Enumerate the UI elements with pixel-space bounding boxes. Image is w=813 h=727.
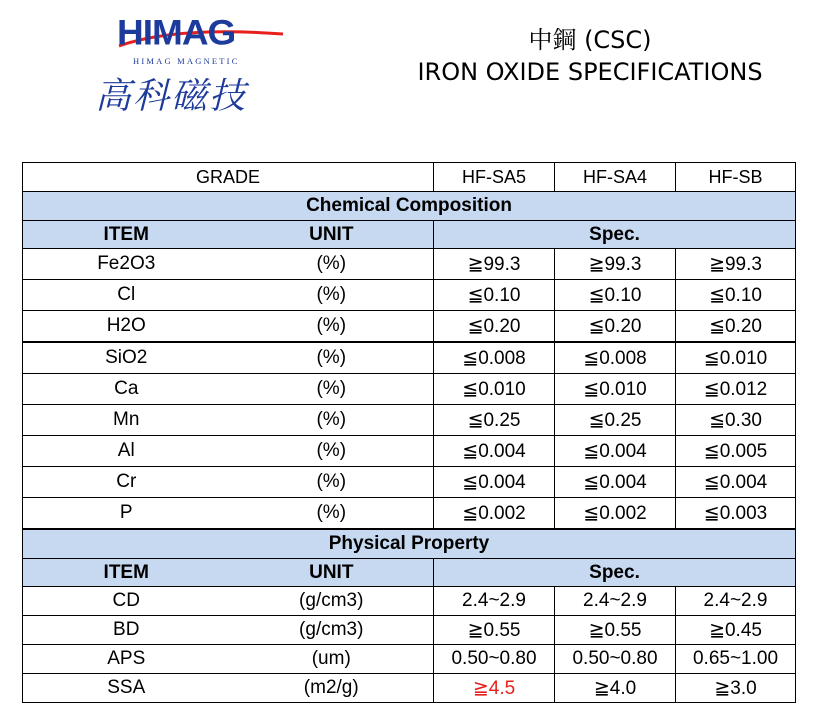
unit-cell: (um)	[230, 645, 434, 674]
unit-cell: (%)	[230, 342, 434, 374]
spec-value-cell: ≧0.45	[676, 616, 796, 645]
table-row	[23, 249, 796, 280]
grade-column-header: HF-SA5	[434, 163, 555, 192]
unit-cell: (%)	[230, 498, 434, 530]
spec-value-cell: ≧4.5	[434, 674, 555, 703]
logo-tagline: HIMAG MAGNETIC	[133, 56, 240, 66]
spec-table	[22, 162, 796, 703]
spec-value-cell: ≦0.010	[434, 374, 555, 405]
spec-value-cell: ≦0.005	[676, 436, 796, 467]
unit-cell: (%)	[230, 374, 434, 405]
spec-value-cell: ≦0.10	[676, 280, 796, 311]
spec-value-cell: ≦0.20	[434, 311, 555, 343]
item-cell: P	[23, 498, 230, 530]
spec-value-cell: ≧99.3	[555, 249, 676, 280]
spec-value-cell: 0.65~1.00	[676, 645, 796, 674]
section-title: Chemical Composition	[23, 192, 796, 221]
grade-label: GRADE	[23, 163, 434, 192]
section-row-chemical	[23, 192, 796, 221]
item-cell: BD	[23, 616, 230, 645]
spec-value-cell: ≦0.20	[555, 311, 676, 343]
spec-value-cell: 2.4~2.9	[676, 587, 796, 616]
page-title: IRON OXIDE SPECIFICATIONS	[417, 58, 763, 86]
spec-value-cell: ≦0.25	[434, 405, 555, 436]
unit-cell: (%)	[230, 249, 434, 280]
spec-value-cell: 2.4~2.9	[434, 587, 555, 616]
column-header-unit: UNIT	[230, 559, 434, 587]
spec-value-cell: ≧0.55	[555, 616, 676, 645]
item-cell: Cr	[23, 467, 230, 498]
spec-value-cell: ≦0.004	[555, 467, 676, 498]
spec-value-cell: ≦0.010	[555, 374, 676, 405]
table-row	[23, 342, 796, 374]
spec-value-cell: ≦0.002	[434, 498, 555, 530]
spec-value-cell: ≧3.0	[676, 674, 796, 703]
column-header-item: ITEM	[23, 221, 230, 249]
column-header-spec: Spec.	[434, 559, 796, 587]
unit-cell: (%)	[230, 436, 434, 467]
section-row-physical	[23, 529, 796, 559]
spec-value-cell: ≦0.008	[555, 342, 676, 374]
unit-cell: (%)	[230, 405, 434, 436]
column-header-item: ITEM	[23, 559, 230, 587]
item-cell: Cl	[23, 280, 230, 311]
spec-value-cell: ≦0.10	[555, 280, 676, 311]
table-row	[23, 405, 796, 436]
column-header-unit: UNIT	[230, 221, 434, 249]
spec-value-cell: 2.4~2.9	[555, 587, 676, 616]
table-row	[23, 280, 796, 311]
column-header-spec: Spec.	[434, 221, 796, 249]
grade-row	[23, 163, 796, 192]
unit-cell: (%)	[230, 280, 434, 311]
item-cell: CD	[23, 587, 230, 616]
table-row	[23, 374, 796, 405]
logo-cjk-text: 高科磁技	[95, 76, 248, 117]
spec-value-cell: ≦0.012	[676, 374, 796, 405]
unit-cell: (g/cm3)	[230, 587, 434, 616]
spec-value-cell: ≦0.10	[434, 280, 555, 311]
spec-value-cell: ≧0.55	[434, 616, 555, 645]
item-cell: SSA	[23, 674, 230, 703]
table-row	[23, 436, 796, 467]
spec-value-cell: ≦0.010	[676, 342, 796, 374]
table-row	[23, 645, 796, 674]
spec-value-cell: ≧4.0	[555, 674, 676, 703]
unit-cell: (m2/g)	[230, 674, 434, 703]
spec-value-cell: ≦0.004	[676, 467, 796, 498]
spec-value-cell: ≦0.008	[434, 342, 555, 374]
table-row	[23, 311, 796, 343]
grade-column-header: HF-SA4	[555, 163, 676, 192]
himag-logo	[95, 10, 285, 117]
spec-value-cell: ≧99.3	[676, 249, 796, 280]
table-row	[23, 498, 796, 530]
spec-value-cell: ≦0.004	[434, 436, 555, 467]
page-title-company: 中鋼 (CSC)	[528, 26, 652, 54]
section-title: Physical Property	[23, 529, 796, 559]
spec-value-cell: ≦0.25	[555, 405, 676, 436]
header-row-physical	[23, 559, 796, 587]
item-cell: Al	[23, 436, 230, 467]
spec-value-cell: ≦0.004	[434, 467, 555, 498]
spec-value-cell: ≦0.004	[555, 436, 676, 467]
spec-value-cell: ≦0.30	[676, 405, 796, 436]
table-row	[23, 616, 796, 645]
spec-value-cell: ≧99.3	[434, 249, 555, 280]
spec-value-cell: ≦0.002	[555, 498, 676, 530]
item-cell: Mn	[23, 405, 230, 436]
table-row	[23, 467, 796, 498]
item-cell: SiO2	[23, 342, 230, 374]
table-row	[23, 674, 796, 703]
spec-value-cell: ≦0.003	[676, 498, 796, 530]
item-cell: APS	[23, 645, 230, 674]
table-row	[23, 587, 796, 616]
spec-value-cell: 0.50~0.80	[434, 645, 555, 674]
item-cell: Ca	[23, 374, 230, 405]
spec-value-cell: ≦0.20	[676, 311, 796, 343]
logo-wordmark: HIMAG	[117, 13, 236, 52]
header-row-chemical	[23, 221, 796, 249]
item-cell: Fe2O3	[23, 249, 230, 280]
grade-column-header: HF-SB	[676, 163, 796, 192]
unit-cell: (%)	[230, 467, 434, 498]
item-cell: H2O	[23, 311, 230, 343]
unit-cell: (%)	[230, 311, 434, 343]
unit-cell: (g/cm3)	[230, 616, 434, 645]
spec-value-cell: 0.50~0.80	[555, 645, 676, 674]
